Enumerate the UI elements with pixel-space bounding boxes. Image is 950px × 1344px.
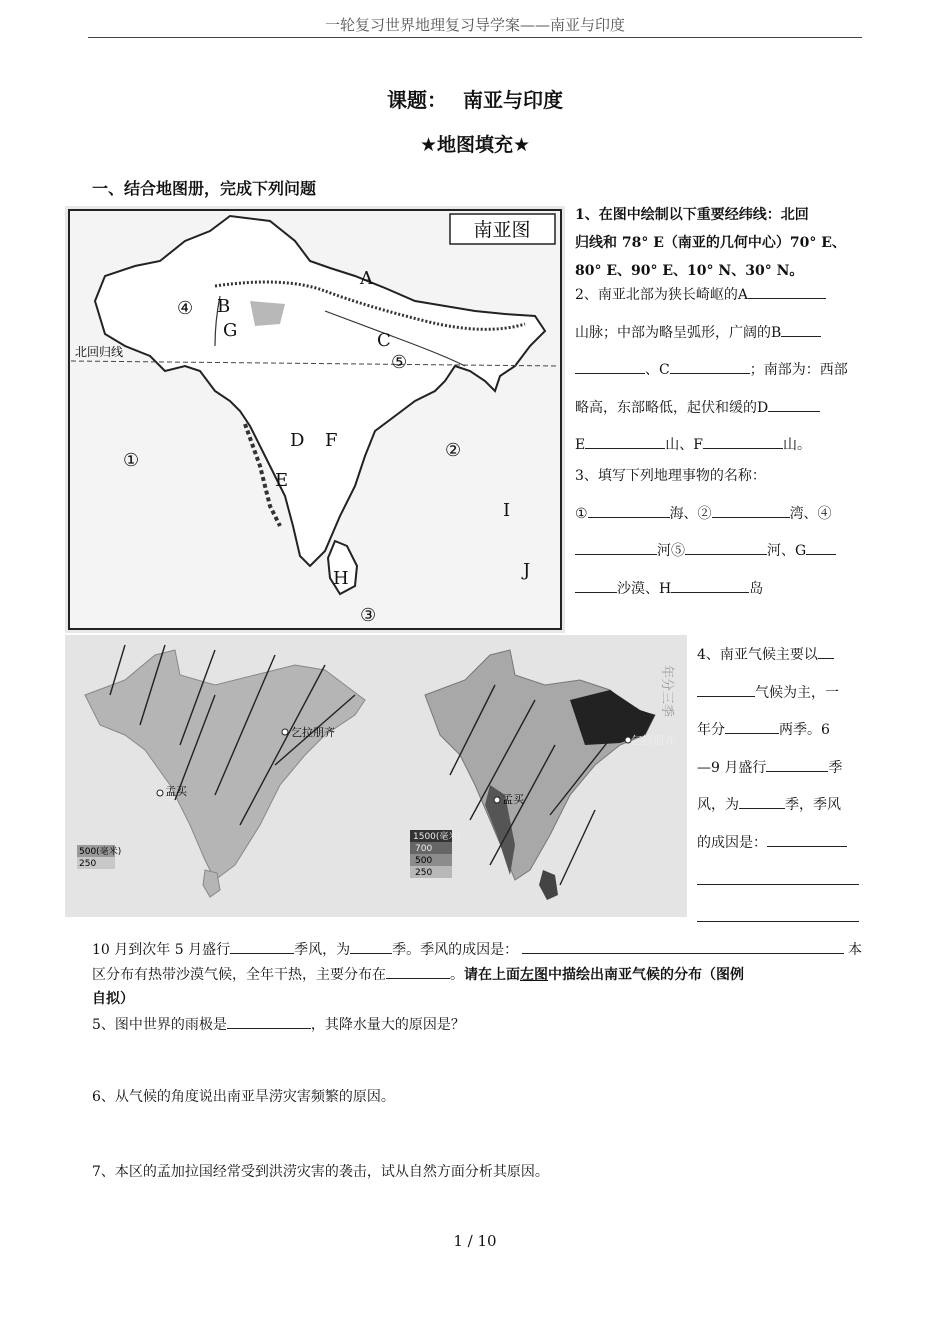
blank-rain-pole[interactable] [227, 1012, 311, 1029]
blank-d[interactable] [768, 395, 820, 412]
q4-text-2: 气候为主，一 [755, 684, 839, 701]
blank-5[interactable] [685, 538, 767, 555]
page-number: 1 / 10 [453, 1232, 497, 1250]
q2-text-2: 山脉；中部为略呈弧形，广阔的B [575, 324, 782, 341]
blank-g[interactable] [806, 538, 836, 555]
left-map-city-cherrapunji: 乞拉朋齐 [291, 726, 335, 739]
title-value: 南亚与印度 [463, 88, 563, 112]
q3-text-3: 海、② [669, 505, 712, 522]
blank-2[interactable] [712, 501, 790, 518]
label-e: E [275, 470, 289, 491]
q4c-text-5: 区分布有热带沙漠气候，全年干热，主要分布在 [92, 967, 386, 983]
blank-e[interactable] [585, 432, 665, 449]
label-c: C [377, 330, 391, 351]
question-1 [575, 201, 846, 285]
label-i: I [503, 500, 511, 521]
map-fill-subtitle: ★地图填充★ [419, 134, 531, 156]
right-legend-500: 500 [415, 856, 433, 866]
title-label: 课题： [387, 88, 447, 112]
left-legend-250: 250 [79, 859, 97, 869]
blank-winter-season[interactable] [350, 937, 392, 954]
label-5: ⑤ [391, 352, 408, 373]
blank-h[interactable] [671, 576, 749, 593]
q2-text-4: ；南部为：西部 [749, 362, 848, 378]
q4-text-8: 季，季风 [785, 797, 841, 813]
question-3 [575, 458, 865, 608]
q4c-text-1: 10 月到次年 5 月盛行 [92, 942, 231, 958]
blank-4[interactable] [575, 538, 657, 555]
right-map-city-mumbai: 孟买 [502, 793, 524, 806]
blank-f[interactable] [703, 432, 783, 449]
q3-text-7: 沙漠、H [617, 580, 672, 597]
label-2: ② [445, 440, 462, 461]
q5-text-2: ，其降水量大的原因是？ [310, 1017, 465, 1033]
q4c-left-map: 左图 [520, 967, 548, 983]
blank-winter-cause[interactable] [522, 937, 844, 954]
q4-text-7: 风，为 [697, 797, 739, 813]
label-j: J [523, 560, 531, 581]
question-4 [697, 637, 867, 862]
q2-text-3: 、C [645, 362, 670, 378]
map1-title: 南亚图 [473, 219, 531, 241]
monsoon-maps [65, 635, 687, 917]
right-legend-700: 700 [415, 844, 433, 854]
label-4: ④ [177, 298, 194, 319]
right-legend-250: 250 [415, 868, 433, 878]
q4c-text-7: 请在上面 [464, 967, 520, 983]
blank-winter-monsoon[interactable] [230, 937, 294, 954]
q4c-text-9: 中描绘出南亚气候的分布（图例 [548, 967, 744, 983]
map2-watermark: 年分三季 [659, 665, 674, 718]
q1-line-3: 80° E、90° E、10° N、30° N。 [575, 263, 804, 279]
header-rule [88, 37, 862, 38]
left-legend-500: 500(毫米) [79, 847, 122, 857]
q3-text-6: 河、G [767, 543, 807, 559]
tropic-label: 北回归线 [75, 345, 124, 359]
label-h: H [333, 568, 349, 589]
q3-text-4: 湾、④ [789, 505, 832, 522]
question-7: 7、本区的孟加拉国经常受到洪涝灾害的袭击，试从自然方面分析其原因。 [92, 1164, 549, 1180]
blank-g-cont[interactable] [575, 576, 617, 593]
question-6: 6、从气候的角度说出南亚旱涝灾害频繁的原因。 [92, 1089, 395, 1105]
q4-text-9: 的成因是： [697, 834, 767, 851]
question-2 [575, 277, 865, 465]
blank-1[interactable] [588, 501, 670, 518]
q4-text-4: 两季。6 [779, 722, 830, 738]
q4-text-1: 4、南亚气候主要以 [697, 647, 818, 663]
q4-text-3: 年分 [697, 722, 725, 738]
q4c-text-3: 季。季风的成因是： [392, 942, 519, 958]
answer-line-2[interactable] [697, 921, 859, 922]
blank-seasons[interactable] [725, 717, 779, 734]
right-map-city-cherrapunji: 乞拉朋齐 [631, 734, 675, 747]
blank-summer-season[interactable] [739, 792, 785, 809]
q2-text-7: 山、F [665, 437, 703, 453]
label-3: ③ [360, 605, 377, 626]
blank-climate[interactable] [818, 642, 834, 659]
blank-climate-cont[interactable] [697, 680, 755, 697]
blank-desert-location[interactable] [386, 962, 450, 979]
label-g: G [223, 320, 238, 341]
section-heading: 一、结合地图册，完成下列问题 [92, 179, 317, 198]
label-f: F [325, 430, 338, 451]
q2-text-6: E [575, 437, 586, 453]
page-header: 一轮复习世界地理复习导学案——南亚与印度 [324, 16, 625, 34]
q1-line-2: 归线和 78° E（南亚的几何中心）70° E、 [575, 235, 846, 251]
q3-text-2: ① [575, 505, 588, 522]
q4-text-6: 季 [828, 759, 843, 776]
question-4-continued [92, 937, 862, 1011]
right-legend-1500: 1500(毫米) [413, 832, 461, 842]
q3-text-1: 3、填写下列地理事物的名称： [575, 468, 766, 484]
blank-cause-1[interactable] [767, 830, 847, 847]
q4c-text-4: 本 [848, 942, 862, 958]
label-b: B [217, 296, 231, 317]
blank-c[interactable] [670, 357, 750, 374]
q4-text-5: —9 月盛行 [697, 759, 767, 776]
question-5 [92, 1012, 465, 1034]
q5-text-1: 5、图中世界的雨极是 [92, 1017, 227, 1033]
label-1: ① [123, 450, 140, 471]
left-map-city-mumbai: 孟买 [165, 785, 187, 798]
blank-summer-monsoon[interactable] [766, 755, 828, 772]
south-asia-map [65, 206, 565, 633]
q4c-text-6: 。 [450, 967, 464, 983]
q3-text-8: 岛 [749, 580, 764, 597]
q2-text-8: 山。 [782, 437, 811, 453]
blank-b[interactable] [781, 320, 821, 337]
q2-text-5: 略高，东部略低，起伏和缓的D [575, 399, 769, 416]
q4c-text-2: 季风，为 [294, 942, 351, 958]
q1-line-1: 1、在图中绘制以下重要经纬线：北回 [575, 207, 809, 223]
q4c-text-10: 自拟） [92, 991, 134, 1007]
q2-text-1: 2、南亚北部为狭长崎岖的A [575, 287, 749, 303]
label-a: A [360, 268, 373, 289]
blank-b-cont[interactable] [575, 357, 645, 374]
q3-text-5: 河⑤ [657, 543, 685, 559]
label-d: D [290, 430, 305, 451]
answer-line-1[interactable] [697, 884, 859, 885]
lesson-title [0, 84, 950, 113]
blank-a[interactable] [748, 282, 826, 299]
